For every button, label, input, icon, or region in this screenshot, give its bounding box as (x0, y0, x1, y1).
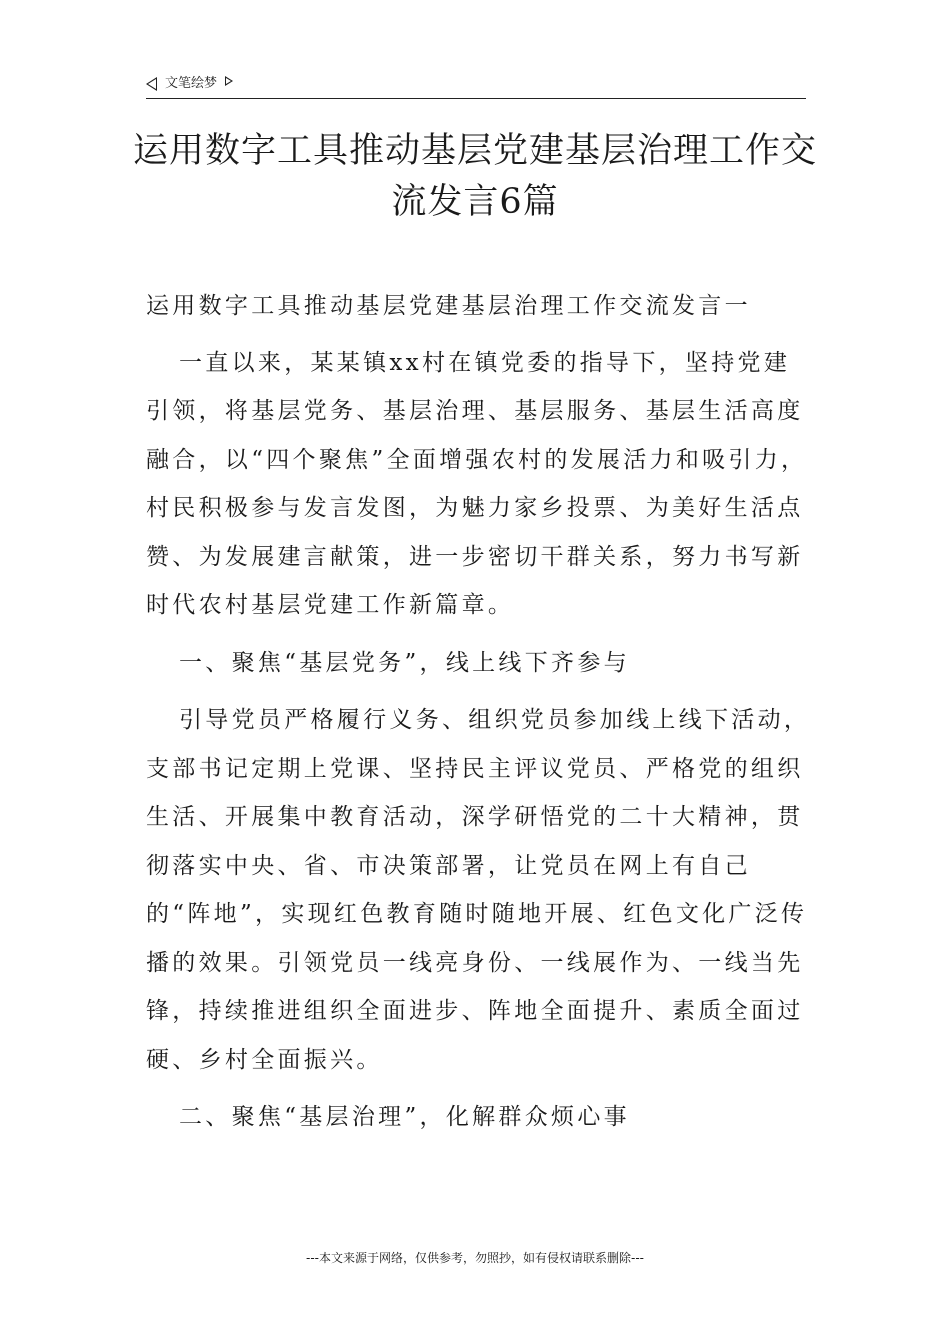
brand-name: 文笔绘梦 (165, 76, 218, 91)
body-paragraph: 一直以来，某某镇xx村在镇党委的指导下，坚持党建引领，将基层党务、基层治理、基层服务、基层生活高度融合，以“四个聚焦”全面增强农村的发展活力和吸引力，村民积极参与发言发图，为魅力家乡投票、为美好生活点赞、为发展建言献策，进一步密切干群关系，努力书写新时代农村基层党建工作新篇章。 (146, 349, 808, 618)
footer-disclaimer: ---本文来源于网络，仅供参考，勿照抄，如有侵权请联系删除--- (306, 1251, 644, 1265)
brand (146, 72, 806, 96)
triangle-right-icon (225, 76, 233, 86)
document-body (146, 282, 814, 1142)
body-paragraph: 引导党员严格履行义务、组织党员参加线上线下活动，支部书记定期上党课、坚持民主评议党员、严格党的组织生活、开展集中教育活动，深学研悟党的二十大精神，贯彻落实中央、省、市决策部署，让党员在网上有自己的“阵地”，实现红色教育随时随地开展、红色文化广泛传播的效果。引领党员一线亮身份、一线展作为、一线当先锋，持续推进组织全面进步、阵地全面提升、素质全面过硬、乡村全面振兴。 (146, 707, 811, 1073)
section-heading: 运用数字工具推动基层党建基层治理工作交流发言一 (146, 293, 751, 319)
document-title: 运用数字工具推动基层党建基层治理工作交流发言6篇 (132, 131, 817, 222)
section-heading-2: 二、聚焦“基层治理”，化解群众烦心事 (179, 1104, 630, 1130)
triangle-left-icon (146, 77, 157, 91)
section-heading-1: 一、聚焦“基层党务”，线上线下齐参与 (179, 649, 630, 676)
page-header (146, 72, 806, 99)
